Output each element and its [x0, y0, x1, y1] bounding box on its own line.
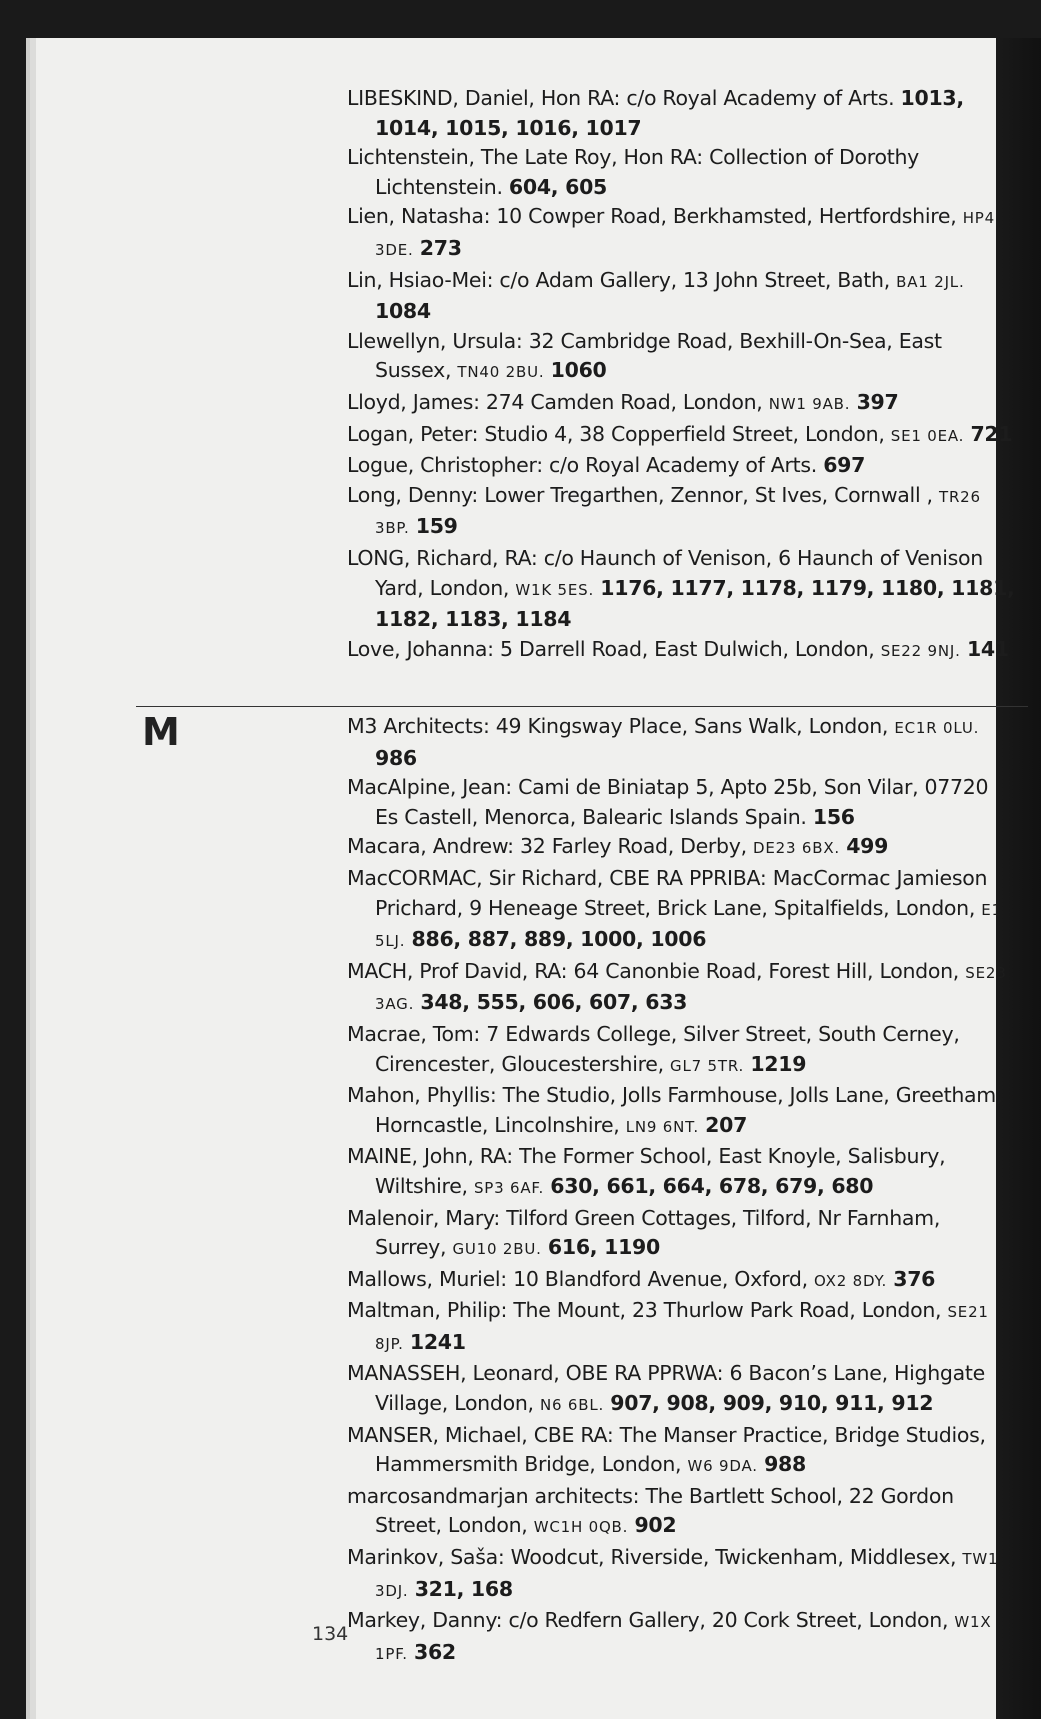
entry-postcode: N6 6BL. — [539, 1396, 605, 1415]
index-entry — [347, 1543, 1015, 1606]
entry-postcode: SE21 8JP. — [375, 1303, 989, 1353]
entry-text: Logue, Christopher: c/o Royal Academy of Arts. — [347, 453, 817, 478]
section-letter: M — [142, 710, 180, 754]
index-entry — [347, 1142, 1015, 1203]
entry-text: Markey, Danny: c/o Redfern Gallery, 20 Cork Street, London, — [347, 1608, 949, 1633]
index-entry — [347, 1421, 1015, 1482]
index-entry — [347, 635, 1015, 667]
section-divider — [136, 706, 1028, 707]
entry-text: Macrae, Tom: 7 Edwards College, Silver Street, South Cerney, Cirencester, Gloucestershire, — [347, 1021, 960, 1076]
entry-pages: 348, 555, 606, 607, 633 — [420, 990, 688, 1015]
index-entry — [347, 481, 1015, 544]
entry-pages: 321, 168 — [414, 1576, 513, 1601]
index-entry — [347, 1606, 1015, 1669]
index-entry — [347, 327, 1015, 388]
index-entry — [347, 832, 1015, 864]
entries-list-l — [0, 84, 1041, 666]
entry-text: Marinkov, Saša: Woodcut, Riverside, Twickenham, Middlesex, — [347, 1545, 957, 1570]
index-entry — [347, 1296, 1015, 1359]
entry-postcode: EC1R 0LU. — [894, 719, 980, 737]
entry-text: Maltman, Philip: The Mount, 23 Thurlow Park Road, London, — [347, 1298, 942, 1323]
index-entry — [347, 266, 1015, 327]
entry-pages: 1060 — [550, 358, 607, 383]
entry-text: MANASSEH, Leonard, OBE RA PPRWA: 6 Bacon’s Lane, Highgate Village, London, — [347, 1361, 985, 1416]
entry-text: Mallows, Muriel: 10 Blandford Avenue, Oxford, — [347, 1266, 808, 1291]
entry-pages: 986 — [375, 745, 417, 770]
entry-text: Lichtenstein, The Late Roy, Hon RA: Collection of Dorothy Lichtenstein. — [347, 145, 919, 199]
entry-text: Logan, Peter: Studio 4, 38 Copperfield Street, London, — [347, 421, 885, 446]
entry-text: Macara, Andrew: 32 Farley Road, Derby, — [347, 834, 747, 859]
index-entry — [347, 712, 1015, 773]
entry-pages: 1241 — [409, 1329, 466, 1354]
entry-text: MANSER, Michael, CBE RA: The Manser Practice, Bridge Studios, Hammersmith Bridge, London, — [347, 1422, 986, 1477]
entry-text: Malenoir, Mary: Tilford Green Cottages, Tilford, Nr Farnham, Surrey, — [347, 1205, 941, 1260]
index-entry — [347, 864, 1015, 957]
index-entry — [347, 1204, 1015, 1265]
entry-pages: 886, 887, 889, 1000, 1006 — [411, 927, 707, 952]
entry-postcode: NW1 9AB. — [768, 394, 851, 413]
entry-postcode: W6 9DA. — [687, 1457, 758, 1476]
entry-text: Lien, Natasha: 10 Cowper Road, Berkhamsted, Hertfordshire, — [347, 204, 957, 229]
entry-pages: 207 — [705, 1112, 748, 1137]
index-entry — [347, 1265, 1015, 1297]
entry-text: Mahon, Phyllis: The Studio, Jolls Farmhouse, Jolls Lane, Greetham, Horncastle, Lincolnshire, — [347, 1083, 1003, 1137]
entry-pages: 604, 605 — [508, 174, 607, 199]
entry-postcode: BA1 2JL. — [896, 272, 965, 291]
index-entry — [347, 957, 1015, 1020]
entry-text: Lloyd, James: 274 Camden Road, London, — [347, 389, 763, 414]
index-entry — [347, 773, 1015, 832]
entry-pages: 1084 — [375, 299, 431, 324]
entry-pages: 616, 1190 — [547, 1235, 660, 1260]
entry-postcode: DE23 6BX. — [753, 839, 840, 858]
index-entry — [347, 1020, 1015, 1081]
entry-postcode: SP3 6AF. — [473, 1178, 545, 1197]
entry-postcode: W1K 5ES. — [515, 580, 595, 599]
entry-postcode: GU10 2BU. — [452, 1240, 542, 1259]
entry-pages: 697 — [823, 453, 866, 478]
index-entry — [347, 451, 1015, 481]
entry-postcode: WC1H 0QB. — [533, 1518, 629, 1537]
entry-postcode: SE23 3AG. — [375, 963, 1007, 1014]
entry-text: MacAlpine, Jean: Cami de Biniatap 5, Apto 25b, Son Vilar, 07720 Es Castell, Menorca, Balearic Islands Spain. — [347, 775, 989, 829]
entry-text: Love, Johanna: 5 Darrell Road, East Dulwich, London, — [347, 636, 875, 661]
entry-postcode: W1X 1PF. — [375, 1613, 992, 1663]
entry-pages: 159 — [415, 514, 458, 539]
entry-pages: 141 — [966, 636, 1009, 661]
entry-postcode: TW1 3DJ. — [375, 1550, 999, 1600]
entry-text: MAINE, John, RA: The Former School, East Knoyle, Salisbury, Wiltshire, — [347, 1144, 946, 1198]
index-entry — [347, 388, 1015, 420]
index-entry — [347, 84, 1015, 143]
entry-text: M3 Architects: 49 Kingsway Place, Sans Walk, London, — [347, 714, 889, 738]
index-entry — [347, 1482, 1015, 1543]
entry-pages: 376 — [893, 1266, 936, 1291]
entry-pages: 630, 661, 664, 678, 679, 680 — [550, 1173, 874, 1198]
entry-text: Long, Denny: Lower Tregarthen, Zennor, St Ives, Cornwall , — [347, 482, 933, 507]
entry-postcode: HP4 3DE. — [375, 209, 995, 259]
entry-pages: 273 — [419, 235, 462, 260]
index-entry — [347, 202, 1015, 265]
index-entry — [347, 1359, 1015, 1420]
entries-list-m — [0, 712, 1041, 1669]
entry-postcode: TR26 3BP. — [375, 487, 981, 538]
entry-pages: 907, 908, 909, 910, 911, 912 — [610, 1391, 934, 1416]
entry-postcode: GL7 5TR. — [670, 1056, 745, 1075]
entry-text: Lin, Hsiao-Mei: c/o Adam Gallery, 13 John Street, Bath, — [347, 267, 890, 292]
entry-pages: 1176, 1177, 1178, 1179, 1180, 1181, 1182, 1183, 1184 — [375, 575, 1015, 632]
index-entry — [347, 420, 1015, 452]
entry-text: LIBESKIND, Daniel, Hon RA: c/o Royal Academy of Arts. — [347, 86, 895, 110]
entry-text: marcosandmarjan architects: The Bartlett School, 22 Gordon Street, London, — [347, 1483, 954, 1538]
index-entry — [347, 1081, 1015, 1142]
entry-pages: 988 — [764, 1452, 806, 1477]
index-entry — [347, 544, 1015, 635]
page-number: 134 — [312, 1623, 349, 1645]
entry-text: LONG, Richard, RA: c/o Haunch of Venison, 6 Haunch of Venison Yard, London, — [347, 545, 983, 600]
entry-pages: 397 — [856, 389, 899, 414]
entry-postcode: OX2 8DY. — [814, 1271, 888, 1290]
entry-pages: 362 — [414, 1639, 456, 1664]
entry-pages: 156 — [812, 804, 855, 829]
entry-text: Llewellyn, Ursula: 32 Cambridge Road, Bexhill-On-Sea, East Sussex, — [347, 328, 942, 383]
entry-pages: 1219 — [750, 1051, 807, 1076]
entry-postcode: LN9 6NT. — [625, 1117, 699, 1136]
entry-pages: 721 — [970, 421, 1013, 446]
entry-postcode: SE22 9NJ. — [880, 641, 961, 660]
entry-pages: 1013, 1014, 1015, 1016, 1017 — [375, 86, 964, 140]
entry-text: MacCORMAC, Sir Richard, CBE RA PPRIBA: MacCormac Jamieson Prichard, 9 Heneage Street, Brick Lane, Spitalfields, London, — [347, 865, 988, 920]
entry-pages: 499 — [846, 834, 889, 859]
entry-text: MACH, Prof David, RA: 64 Canonbie Road, Forest Hill, London, — [347, 958, 960, 983]
entry-postcode: SE1 0EA. — [890, 426, 965, 445]
index-entry — [347, 143, 1015, 202]
entry-postcode: TN40 2BU. — [457, 363, 545, 382]
entry-pages: 902 — [634, 1513, 677, 1538]
entry-postcode: E1 5LJ. — [375, 900, 1002, 951]
